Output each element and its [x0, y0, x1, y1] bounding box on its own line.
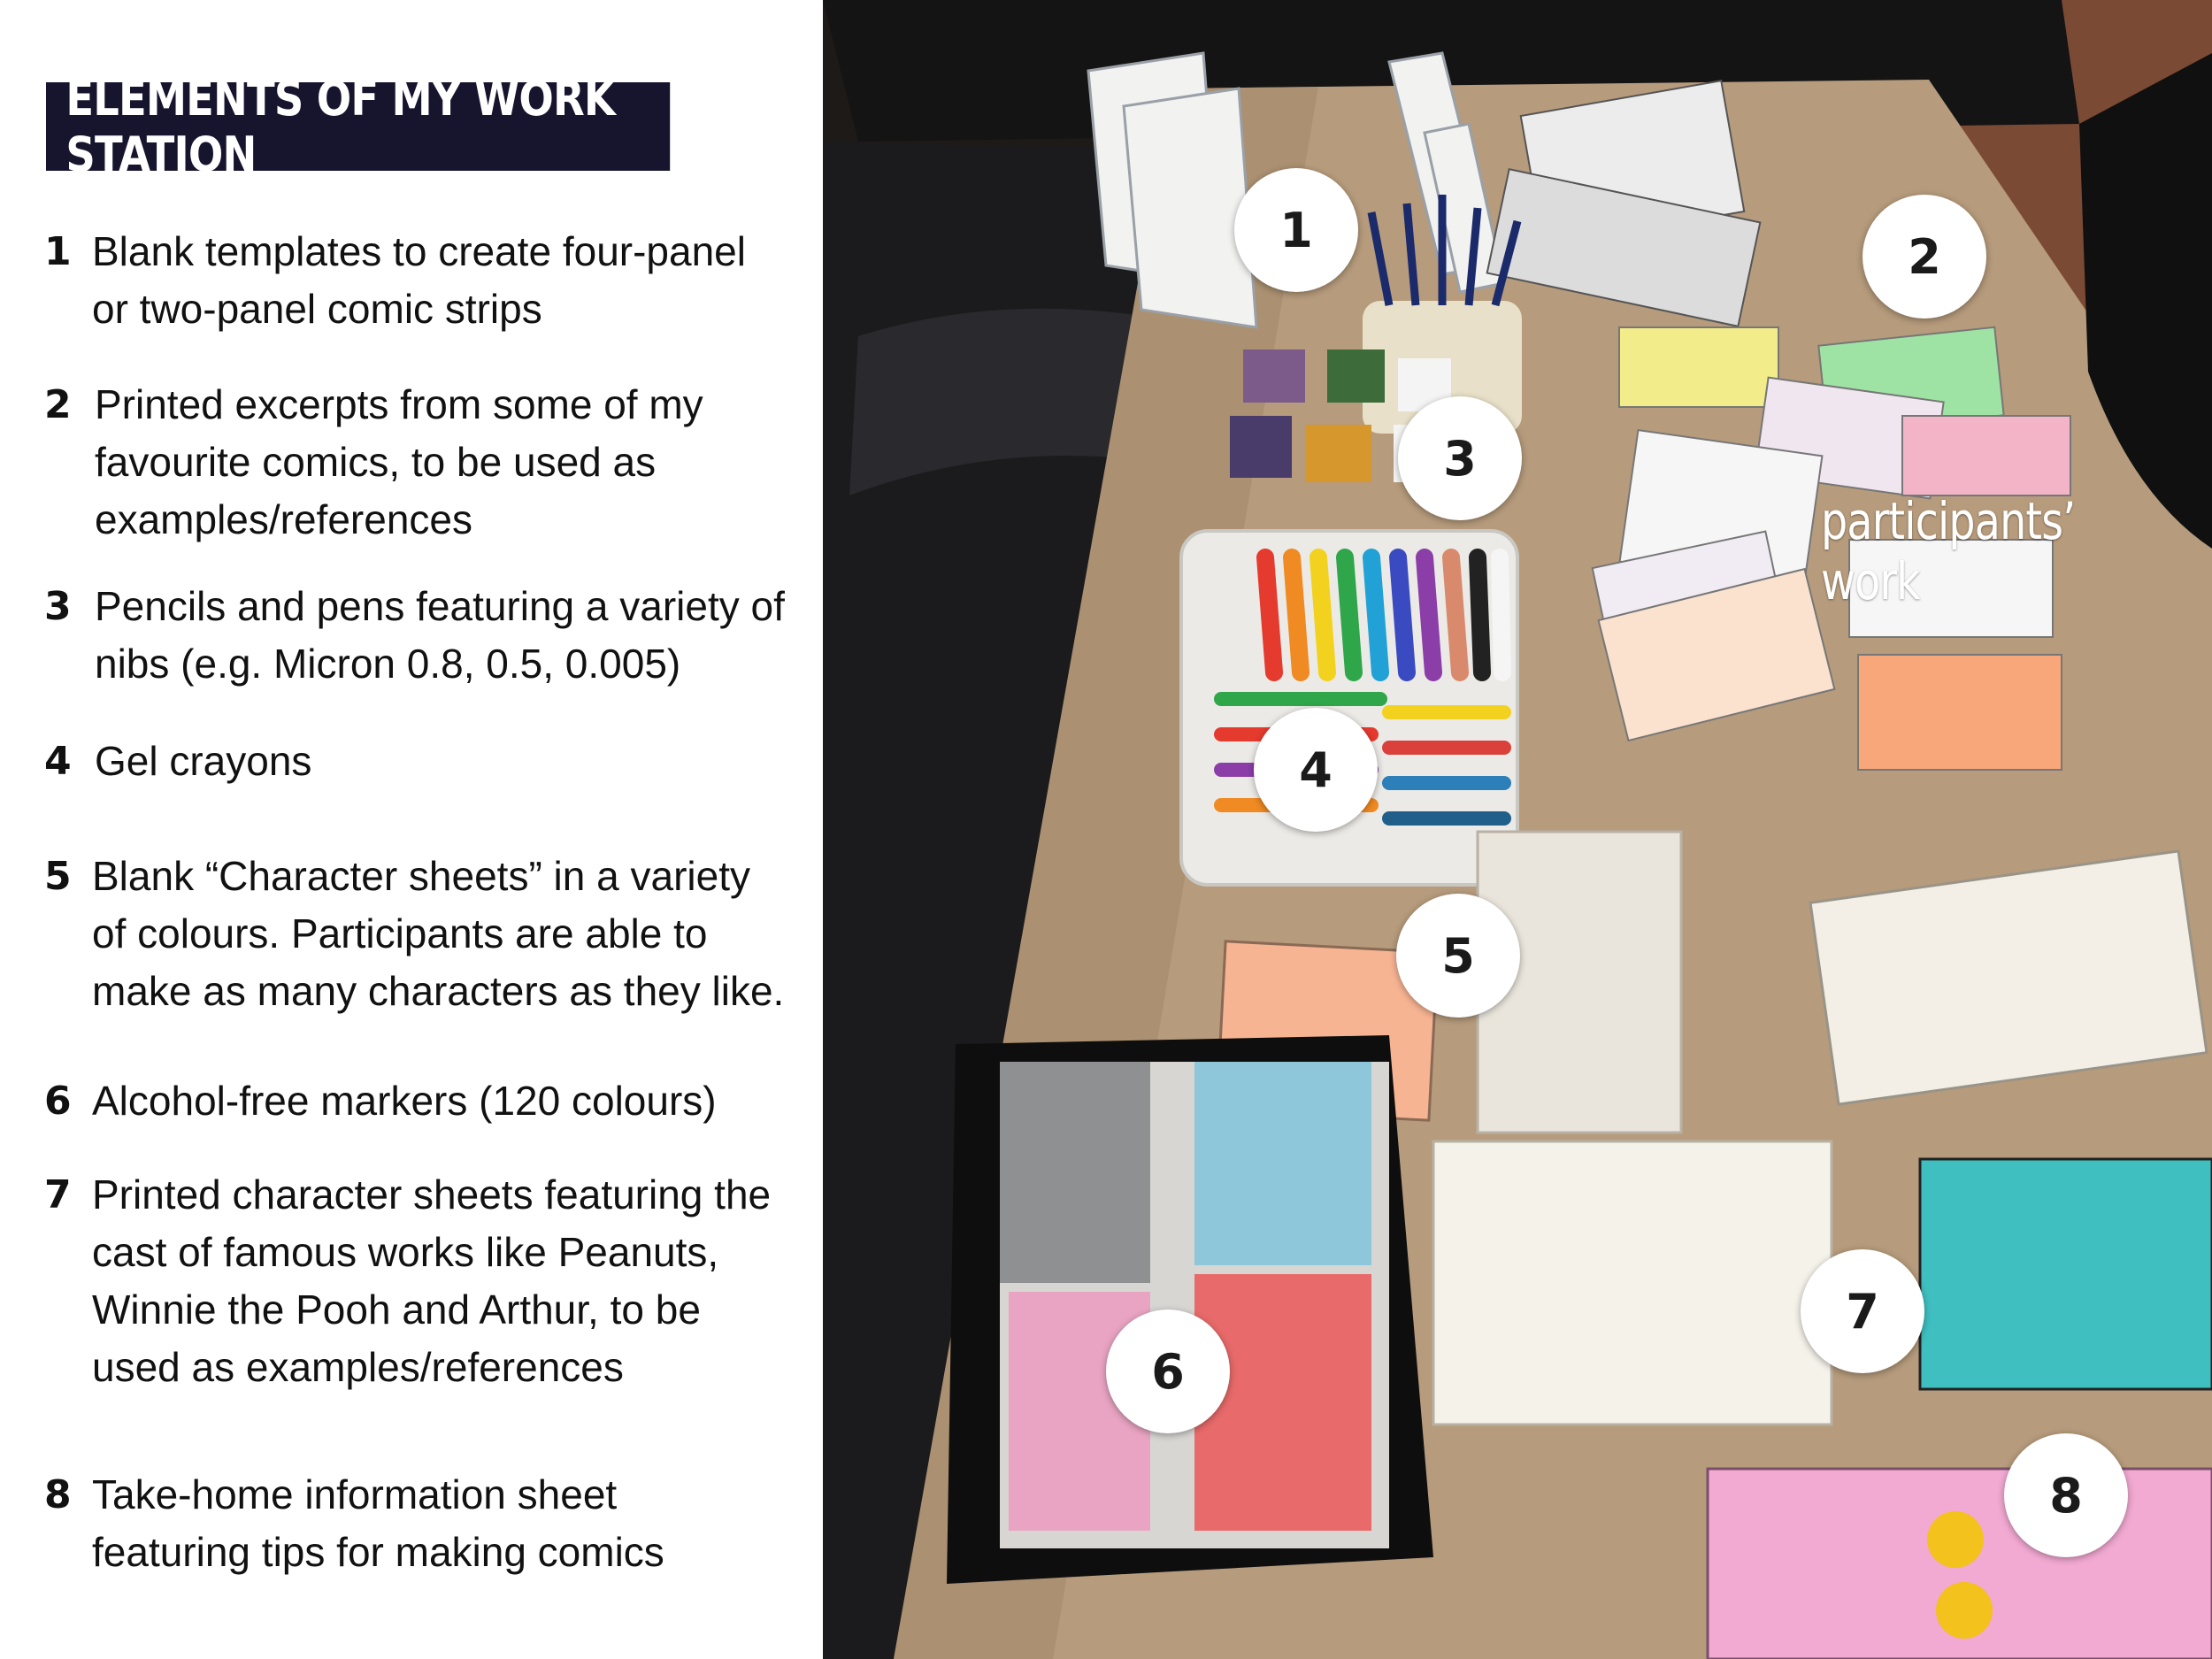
badge-8: 8: [2004, 1433, 2128, 1557]
badge-7: 7: [1801, 1249, 1924, 1373]
item-text-line: used as examples/references: [92, 1344, 624, 1390]
item-text-line: Gel crayons: [95, 738, 312, 784]
item-text-line: cast of famous works like Peanuts,: [92, 1229, 719, 1275]
item-number: 1: [44, 229, 72, 274]
page-title: ELEMENTS OF MY WORK STATION: [46, 82, 670, 171]
item-text-line: examples/references: [95, 496, 472, 542]
item-number: 7: [44, 1172, 72, 1217]
work-station-photo: [823, 0, 2212, 1659]
badge-4: 4: [1254, 708, 1378, 832]
item-text-line: Blank templates to create four-panel: [92, 228, 746, 274]
item-number: 3: [44, 584, 72, 629]
item-text-line: nibs (e.g. Micron 0.8, 0.5, 0.005): [95, 641, 681, 687]
item-text-line: Pencils and pens featuring a variety of: [95, 583, 785, 629]
item-number: 4: [44, 739, 72, 784]
participants-work-label: participants’ work: [1821, 491, 2076, 611]
badge-5: 5: [1396, 894, 1520, 1018]
item-number: 6: [44, 1079, 72, 1124]
item-text-line: of colours. Participants are able to: [92, 910, 708, 956]
item-text-line: favourite comics, to be used as: [95, 439, 657, 485]
item-number: 2: [44, 382, 72, 427]
item-text-line: Printed character sheets featuring the: [92, 1171, 772, 1217]
item-text-line: featuring tips for making comics: [92, 1529, 664, 1575]
badge-3: 3: [1398, 396, 1522, 520]
item-text-line: Blank “Character sheets” in a variety: [92, 853, 750, 899]
info-sheet: [1708, 1469, 2212, 1659]
item-text-line: Alcohol-free markers (120 colours): [92, 1078, 717, 1124]
item-number: 8: [44, 1472, 72, 1517]
item-text-line: Take-home information sheet: [92, 1471, 618, 1517]
badge-1: 1: [1234, 168, 1358, 292]
badge-6: 6: [1106, 1310, 1230, 1433]
item-text-line: Printed excerpts from some of my: [95, 381, 703, 427]
item-text-line: make as many characters as they like.: [92, 968, 785, 1014]
item-text-line: Winnie the Pooh and Arthur, to be: [92, 1286, 701, 1333]
badge-2: 2: [1863, 195, 1986, 319]
item-text-line: or two-panel comic strips: [92, 286, 542, 332]
item-number: 5: [44, 854, 72, 899]
markers: [1000, 1062, 1389, 1548]
